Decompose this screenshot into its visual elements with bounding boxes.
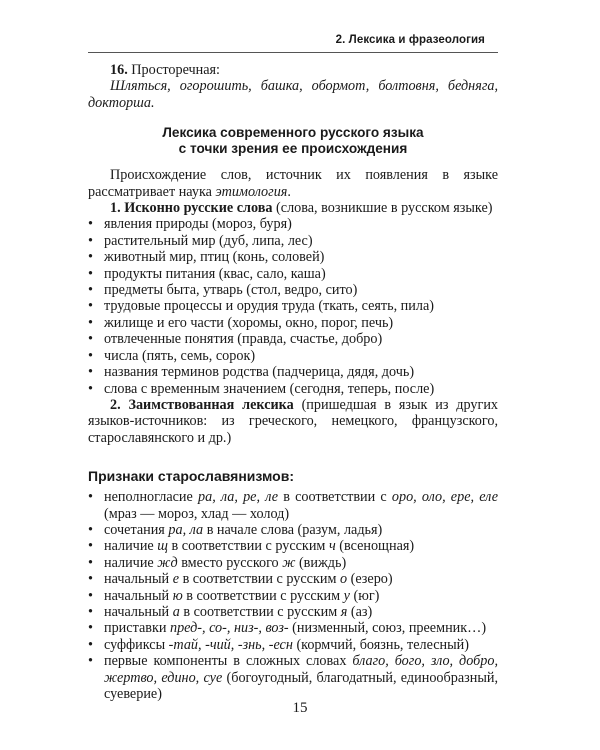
list-item: • растительный мир (дуб, липа, лес) [88,233,498,249]
intro-term: этимология [215,183,288,200]
header-rule [88,52,498,53]
list-item: • начальный а в соответствии с русским я (аз) [88,604,498,620]
list-item: • первые компоненты в сложных словах благо, бого, зло, добро, жертво, едино, суе (богоугодный, благодатный, единообразный, суеверие) [88,653,498,702]
section-title-line-1: Лексика современного русского языка [162,125,424,141]
list-item: • начальный ю в соответствии с русским у (юг) [88,588,498,604]
list-item: • животный мир, птиц (конь, соловей) [88,249,498,265]
list-item: • жилище и его части (хоромы, окно, порог, печь) [88,315,498,331]
list-item: • слова с временным значением (сегодня, теперь, после) [88,381,498,397]
list-item: • трудовые процессы и орудия труда (ткать, сеять, пила) [88,298,498,314]
intro-paragraph [88,167,498,200]
borrowed-words-desc: (пришедшая в язык из других языков-источников: из греческого, немецкого, французского, старославянского и др.) [88,396,499,446]
item-16 [88,62,498,78]
intro-text: Происхождение слов, источник их появления в языке рассматривает наука [88,167,498,200]
native-words-list [88,216,498,396]
list-item: • наличие щ в соответствии с русским ч (всенощная) [88,538,498,554]
list-item: • отвлеченные понятия (правда, счастье, добро) [88,331,498,347]
section-title [88,125,498,157]
item-16-number: 16. [110,62,128,78]
list-item: • суффиксы -тай, -чий, -знь, -есн (кормчий, боязнь, телесный) [88,637,498,653]
borrowed-words-paragraph [88,397,498,446]
section-title-line-2: с точки зрения ее происхождения [178,141,408,157]
signs-heading: Признаки старославянизмов: [88,468,294,485]
list-item: • начальный е в соответствии с русским о (езеро) [88,571,498,587]
list-item: • предметы быта, утварь (стол, ведро, сито) [88,282,498,298]
list-item: • неполногласие ра, ла, ре, ле в соответствии с оро, оло, ере, еле (мраз — мороз, хлад — холод) [88,489,498,522]
native-words-heading [88,200,498,216]
native-words-desc: (слова, возникшие в русском языке) [272,200,493,217]
list-item: • наличие жд вместо русского ж (виждь) [88,555,498,571]
list-item: • явления природы (мороз, буря) [88,216,498,232]
list-item: • названия терминов родства (падчерица, дядя, дочь) [88,364,498,380]
page-content [88,62,498,702]
borrowed-words-title: 2. Заимствованная лексика [110,396,294,413]
item-16-examples: Шляться, огорошить, башка, обормот, болтовня, бедняга, докторша. [88,78,498,111]
item-16-label: Просторечная: [127,62,221,78]
list-item: • сочетания ра, ла в начале слова (разум, ладья) [88,522,498,538]
signs-list [88,489,498,702]
list-item: • приставки пред-, со-, низ-, воз- (низменный, союз, преемник…) [88,620,498,636]
list-item: • продукты питания (квас, сало, каша) [88,266,498,282]
intro-end: . [287,183,291,200]
running-head: 2. Лексика и фразеология [335,34,485,46]
page-number: 15 [292,700,308,716]
list-item: • числа (пять, семь, сорок) [88,348,498,364]
native-words-title: 1. Исконно русские слова [110,200,273,217]
